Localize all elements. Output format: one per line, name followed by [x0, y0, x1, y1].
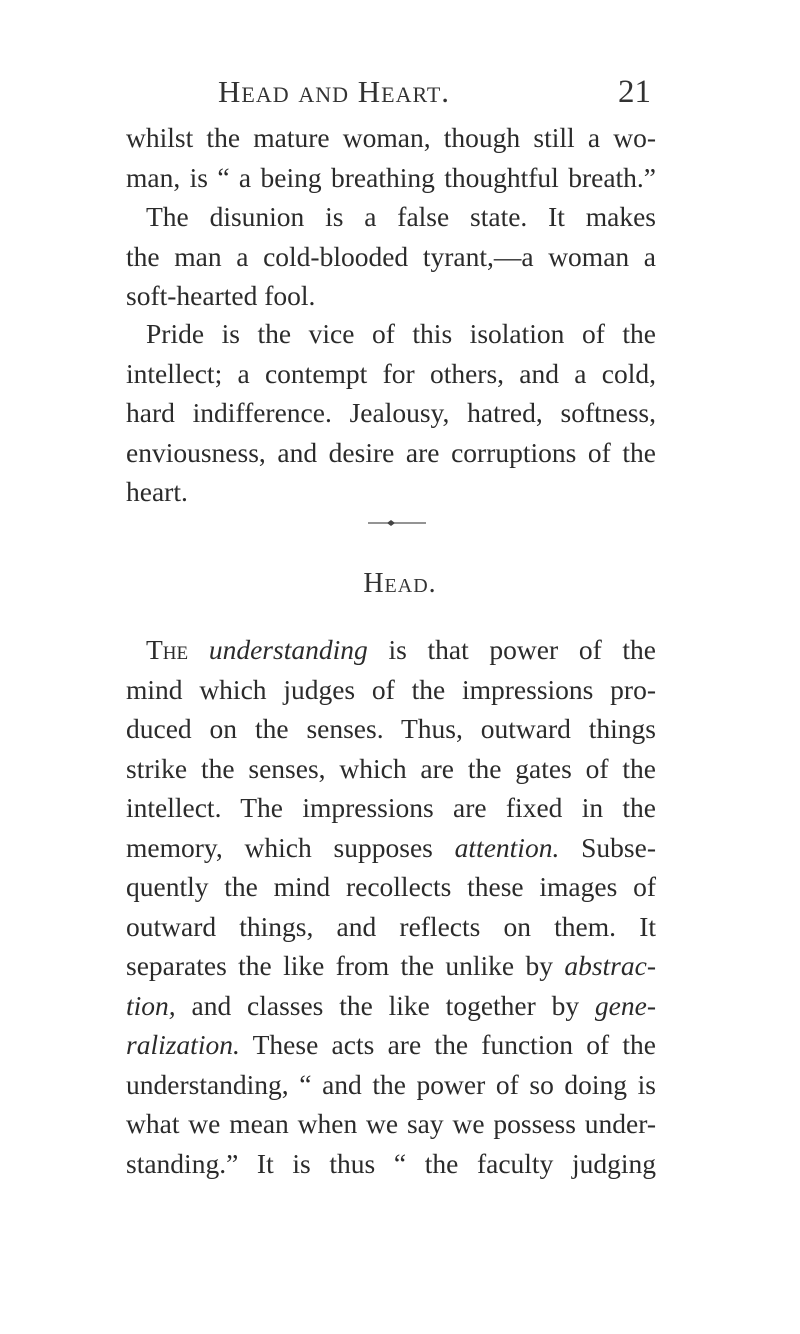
text-line: understanding, “ and the power of so doing is [126, 1068, 656, 1100]
text-fragment: and classes the like together by [191, 989, 580, 1021]
italic-term: tion, [126, 989, 176, 1021]
text-fragment: is that power of the [388, 634, 657, 665]
paragraph-understanding [126, 630, 656, 1183]
text-line: soft-hearted fool. [126, 280, 316, 311]
text-fragment: memory, which supposes [126, 831, 433, 863]
text-line: standing.” It is thus “ the faculty judging [126, 1147, 656, 1179]
text-line [126, 828, 656, 868]
text-line: whilst the mature woman, though still a wo- [126, 122, 656, 153]
text-line [126, 946, 656, 986]
paragraph-pride [126, 314, 656, 512]
text-fragment: separates the like from the unlike by [126, 950, 553, 981]
text-line: hard indifference. Jealousy, hatred, softness, [126, 397, 656, 428]
text-line: intellect; a contempt for others, and a cold, [126, 357, 656, 389]
text-fragment: Subse- [581, 831, 657, 863]
italic-term: abstrac- [564, 950, 657, 981]
running-title: Head and Heart. [218, 74, 451, 109]
text-line: duced on the senses. Thus, outward things [126, 713, 656, 744]
text-line [126, 986, 656, 1026]
running-head [0, 74, 800, 114]
italic-term: attention. [454, 831, 560, 863]
text-line [126, 630, 656, 670]
text-line: intellect. The impressions are fixed in the [126, 792, 656, 823]
text-line: Pride is the vice of this isolation of the [146, 318, 656, 349]
text-line: outward things, and reflects on them. It [126, 910, 656, 942]
section-heading: Head. [363, 568, 437, 599]
text-fragment: These acts are the function of the [252, 1029, 656, 1060]
ornamental-rule [368, 518, 426, 528]
text-line: The disunion is a false state. It makes [146, 201, 656, 232]
text-line: heart. [126, 476, 188, 507]
text-line: strike the senses, which are the gates of the [126, 752, 656, 784]
text-line: what we mean when we say we possess under- [126, 1108, 656, 1139]
lead-word: The [146, 634, 189, 665]
text-line [126, 1025, 656, 1065]
text-line: mind which judges of the impressions pro- [126, 673, 656, 705]
text-line: the man a cold-blooded tyrant,—a woman a [126, 240, 656, 272]
italic-term: gene- [594, 989, 656, 1021]
text-line: man, is “ a being breathing thoughtful breath.” [126, 161, 656, 193]
text-line: quently the mind recollects these images of [126, 871, 656, 902]
paragraph-continuation [126, 118, 656, 316]
page-number: 21 [618, 74, 651, 110]
italic-term: ralization. [126, 1029, 240, 1060]
text-line: enviousness, and desire are corruptions of the [126, 436, 656, 468]
italic-term: understanding [208, 634, 368, 665]
